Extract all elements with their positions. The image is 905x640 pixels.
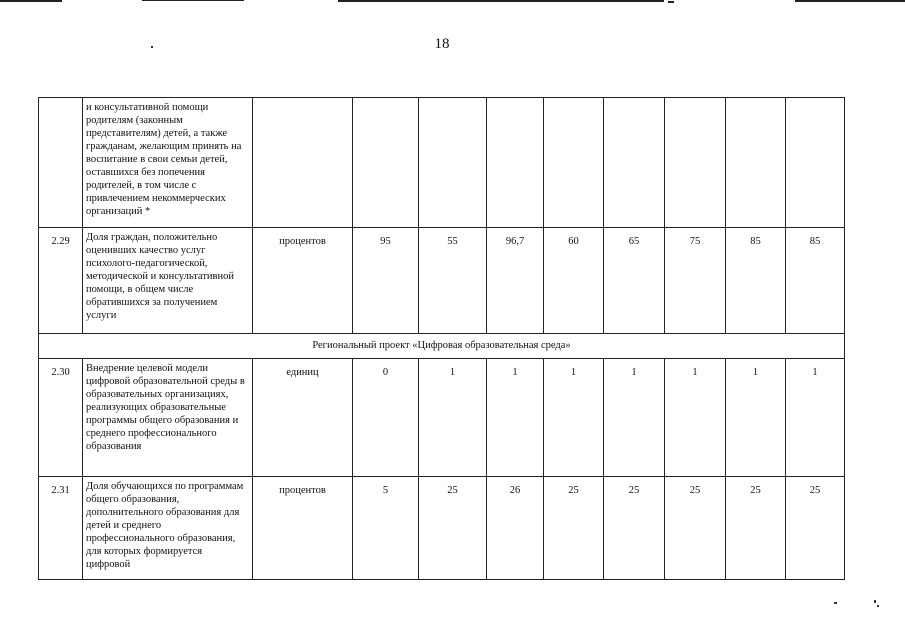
scan-speck [874,600,876,603]
page-number: 18 [434,36,450,52]
value-cell: 1 [544,359,604,477]
value-cell: 75 [665,228,726,334]
value-cell: 65 [604,228,665,334]
value-cell: 25 [786,477,845,580]
value-cell: 96,7 [487,228,544,334]
indicator-table [38,97,845,580]
value-cell [726,98,786,228]
unit-cell: процентов [253,228,353,334]
indicator-name-cell: Внедрение целевой модели цифровой образовательной среды в образовательных организациях, реализующих образовательные программы общего образования и среднего профессионального образования [83,359,253,477]
value-cell: 26 [487,477,544,580]
row-number-cell: 2.30 [39,359,83,477]
top-rule-left [0,0,62,2]
value-cell [353,98,419,228]
row-number-cell: 2.31 [39,477,83,580]
row-number-cell: 2.29 [39,228,83,334]
value-cell [544,98,604,228]
scan-speck [877,605,879,607]
table-row [39,98,845,228]
value-cell: 25 [665,477,726,580]
value-cell: 25 [726,477,786,580]
unit-cell: процентов [253,477,353,580]
section-heading-cell [39,334,845,359]
top-rule-mid-left [142,0,244,1]
indicator-name-cell: Доля граждан, положительно оценивших качество услуг психолого-педагогической, методической и консультативной помощи, в общем числе обратившихся за получением услуги [83,228,253,334]
value-cell [419,98,487,228]
value-cell: 1 [487,359,544,477]
value-cell: 5 [353,477,419,580]
value-cell: 25 [419,477,487,580]
value-cell: 55 [419,228,487,334]
value-cell [487,98,544,228]
value-cell: 85 [726,228,786,334]
top-rule-dash [668,1,674,3]
value-cell: 85 [786,228,845,334]
row-number-cell [39,98,83,228]
top-rule-right [795,0,905,2]
value-cell: 1 [786,359,845,477]
section-heading: Региональный проект «Цифровая образовательная среда» [312,340,571,351]
table-row [39,477,845,580]
unit-cell: единиц [253,359,353,477]
value-cell [786,98,845,228]
indicator-name-cell: Доля обучающихся по программам общего образования, дополнительного образования для детей и среднего профессионального образования, для которых формируется цифровой [83,477,253,580]
value-cell: 95 [353,228,419,334]
value-cell: 25 [544,477,604,580]
value-cell [665,98,726,228]
table-row [39,228,845,334]
section-row [39,334,845,359]
value-cell: 60 [544,228,604,334]
value-cell: 1 [726,359,786,477]
table-row [39,359,845,477]
value-cell: 1 [604,359,665,477]
value-cell: 1 [665,359,726,477]
scan-speck [834,602,837,604]
value-cell [604,98,665,228]
value-cell: 25 [604,477,665,580]
value-cell: 0 [353,359,419,477]
value-cell: 1 [419,359,487,477]
top-rule-center [338,0,664,2]
unit-cell [253,98,353,228]
indicator-name-cell: и консультативной помощи родителям (законным представителям) детей, а также гражданам, желающим принять на воспитание в свои семьи детей, оставшихся без попечения родителей, в том числе с привлечением некоммерческих организаций * [83,98,253,228]
